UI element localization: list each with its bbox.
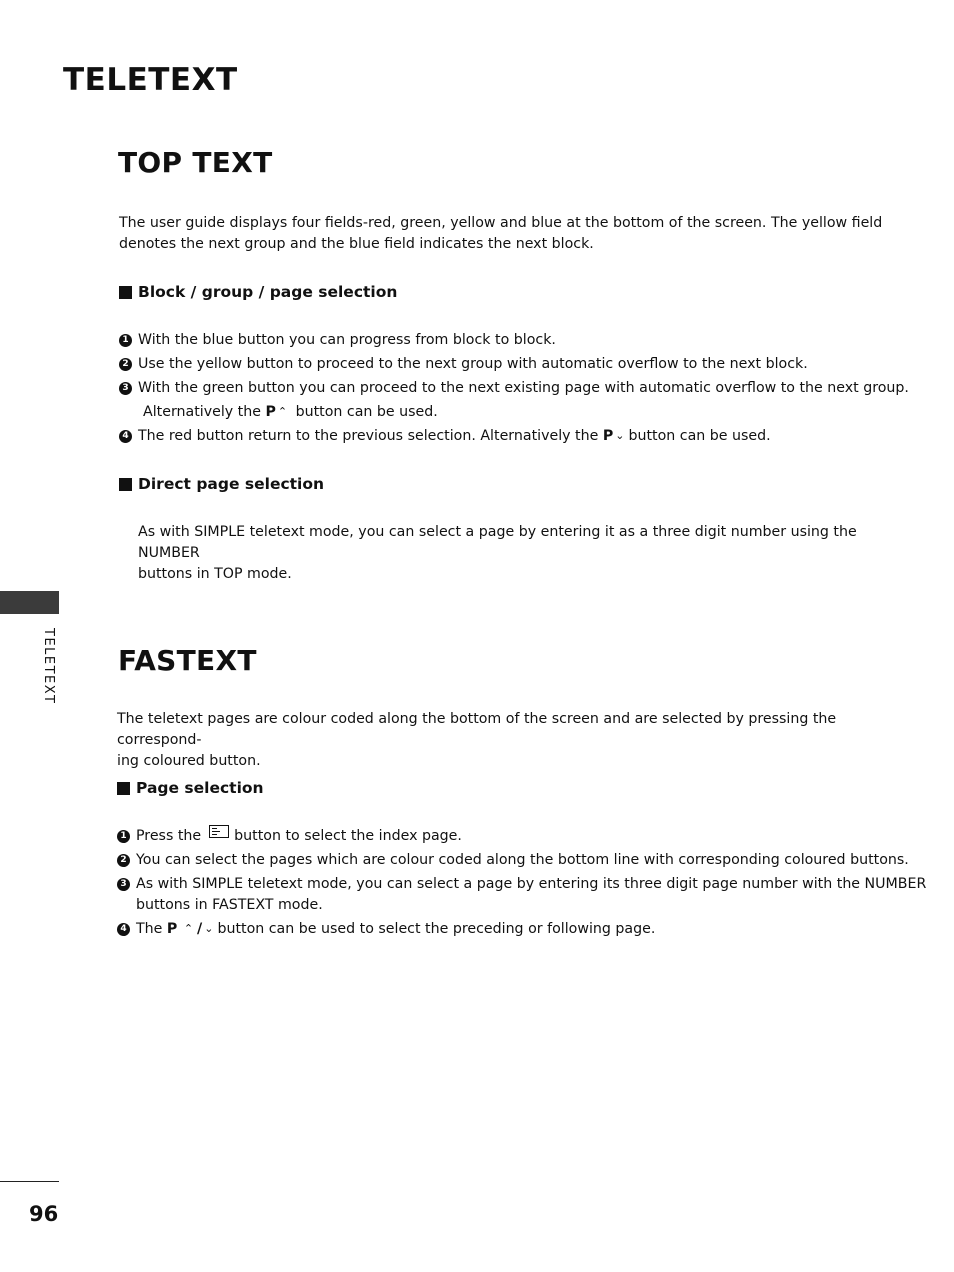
block-group-page-heading [119, 281, 397, 303]
fastext-step-3-line-2: buttons in FASTEXT mode. [136, 897, 323, 913]
step-number-icon: 1 [119, 334, 132, 347]
fastext-title: FASTEXT [118, 644, 257, 677]
slash-separator: / [197, 921, 203, 937]
top-step-3-cont-post: button can be used. [295, 404, 438, 420]
square-bullet-icon [119, 478, 132, 491]
step-number-icon: 2 [119, 358, 132, 371]
page-title: TELETEXT [63, 62, 238, 98]
fastext-step-1 [117, 826, 462, 847]
top-step-2-text: Use the yellow button to proceed to the next group with automatic overflow to the next block. [138, 356, 808, 372]
chevron-up-icon: ⌃ [183, 922, 194, 935]
top-step-3-cont-pre: Alternatively the [143, 404, 261, 420]
step-number-icon: 4 [119, 430, 132, 443]
chevron-up-icon: ⌃ [277, 405, 288, 418]
direct-page-text-line-1: As with SIMPLE teletext mode, you can select a page by entering it as a three digit number using the NUMBER [138, 524, 857, 561]
top-step-1-text: With the blue button you can progress from block to block. [138, 332, 556, 348]
p-key-label: P [166, 921, 178, 937]
top-step-4-pre: The red button return to the previous selection. Alternatively the [138, 428, 599, 444]
step-number-icon: 3 [117, 878, 130, 891]
top-step-3-text: With the green button you can proceed to the next existing page with automatic overflow to the next group. [138, 380, 909, 396]
page-number: 96 [29, 1202, 59, 1226]
fastext-step-4-pre: The [136, 921, 163, 937]
page-selection-heading [117, 777, 264, 799]
fastext-intro-line-1: The teletext pages are colour coded along the bottom of the screen and are selected by pressing the correspond- [117, 711, 837, 748]
step-number-icon: 1 [117, 830, 130, 843]
fastext-step-4-post: button can be used to select the preceding or following page. [217, 921, 656, 937]
top-step-2 [119, 354, 808, 375]
p-key-label: P [265, 404, 276, 420]
p-key-label: P [602, 428, 614, 444]
index-page-icon [209, 825, 229, 838]
top-step-3-continuation [143, 402, 909, 423]
top-text-intro-line-1: The user guide displays four fields-red, green, yellow and blue at the bottom of the screen. The yellow field [119, 215, 883, 231]
direct-page-text-line-2: buttons in TOP mode. [138, 566, 292, 582]
step-number-icon: 2 [117, 854, 130, 867]
top-step-4-post: button can be used. [628, 428, 771, 444]
top-step-1 [119, 330, 556, 351]
fastext-step-2-text: You can select the pages which are colour coded along the bottom line with corresponding coloured buttons. [136, 852, 909, 868]
block-group-page-heading-label: Block / group / page selection [138, 283, 398, 301]
page-selection-heading-label: Page selection [136, 779, 264, 797]
top-step-4 [119, 426, 771, 447]
fastext-step-2 [117, 850, 909, 871]
fastext-step-1-pre: Press the [136, 828, 202, 844]
fastext-intro-line-2: ing coloured button. [117, 753, 261, 769]
footer-divider [0, 1181, 59, 1182]
top-text-intro [119, 213, 899, 255]
fastext-step-3-line-1: As with SIMPLE teletext mode, you can select a page by entering its three digit page number with the NUMBER [136, 876, 927, 892]
direct-page-heading-label: Direct page selection [138, 475, 325, 493]
fastext-intro [117, 709, 907, 772]
top-text-title: TOP TEXT [118, 146, 273, 179]
section-tab-marker [0, 591, 59, 614]
step-number-icon: 3 [119, 382, 132, 395]
chevron-down-icon: ⌄ [204, 922, 214, 935]
fastext-step-4 [117, 919, 655, 940]
side-tab-label: TELETEXT [41, 628, 56, 705]
direct-page-heading [119, 473, 324, 495]
top-text-intro-line-2: denotes the next group and the blue field indicates the next block. [119, 236, 594, 252]
fastext-step-1-post: button to select the index page. [234, 828, 462, 844]
top-step-3 [119, 378, 909, 423]
square-bullet-icon [117, 782, 130, 795]
direct-page-text [138, 522, 918, 585]
step-number-icon: 4 [117, 923, 130, 936]
square-bullet-icon [119, 286, 132, 299]
fastext-step-3 [117, 874, 926, 916]
chevron-down-icon: ⌄ [615, 429, 625, 442]
